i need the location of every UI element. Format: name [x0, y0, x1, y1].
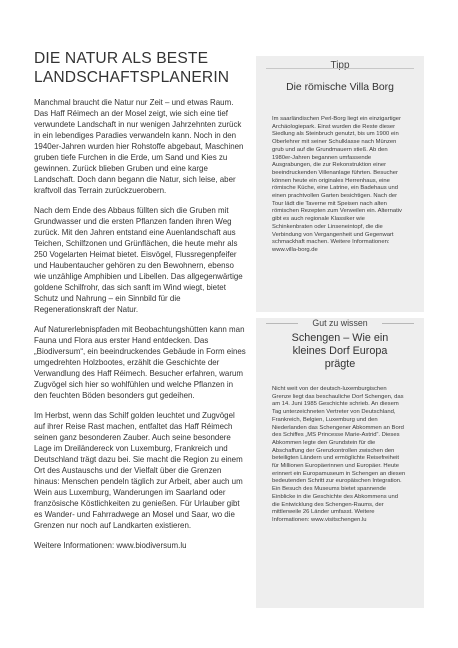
good-to-know-title: Schengen – Wie ein kleines Dorf Europa prägte — [291, 332, 389, 370]
tip-label: Tipp — [330, 60, 350, 71]
article-title — [34, 50, 246, 87]
good-to-know-rule-right — [382, 323, 414, 324]
article-paragraph-3: Auf Naturerlebnispfaden mit Beobachtungshütten kann man Fauna und Flora aus erster Hand entdecken. Das „Biodiversum“, ein beeindruckendes Gebäude in Form eines umgedrehten Holzbootes, erzählt die Geschichte der Verwandlung des Haff Réimech. Besucher erfahren, warum Zugvögel sich hier so wohlfühlen und welche Pflanzen in den feuchten Böden besonders gut gedeihen. — [34, 325, 246, 401]
tip-title: Die römische Villa Borg — [286, 82, 394, 93]
article-paragraph-2: Nach dem Ende des Abbaus füllten sich die Gruben mit Grundwasser und die ersten Pflanzen fanden ihren Weg zurück. Mit den Jahren entstand eine Auenlandschaft aus Teichen, Schilfzonen und Grünflächen, die heute mehr als 250 Vogelarten Heimat bietet. Eisvögel, Flussregenpfeifer und Haubentaucher gehören zu den Bewohnern, ebenso wie unzählige Amphibien und Libellen. Das allgegenwärtige goldene Schilfrohr, das sich sanft im Wind wiegt, bietet Schutz und Nahrung – ein Sinnbild für die Regenerationskraft der Natur. — [34, 206, 243, 315]
article-paragraph-4: Im Herbst, wenn das Schilf golden leuchtet und Zugvögel auf ihrer Reise Rast machen, entfaltet das Haff Réimech seinen ganz besonderen Zauber. Auch seine besondere Lage im Dreiländereck von Luxemburg, Frankreich und Deutschland trägt dazu bei. Sie macht die Region zu einem Ort des Austauschs und der Vielfalt über die Grenzen hinaus: Menschen pendeln täglich zur Arbeit, aber auch um Wein aus Luxemburg, Wanderungen im Saarland oder französische Köstlichkeiten zu genießen. Für Urlauber gibt es Wander- und Fahrradwege an Mosel und Saar, wo die Grenzen nur noch auf Landkarten existieren. — [34, 411, 243, 531]
article-title-line-1: DIE NATUR ALS BESTE — [34, 50, 209, 67]
good-to-know-box — [256, 318, 424, 608]
good-to-know-label: Gut zu wissen — [312, 318, 368, 328]
article-info-link: Weitere Informationen: www.biodiversum.lu — [34, 541, 187, 551]
tip-box — [256, 56, 424, 312]
tip-divider — [266, 68, 414, 69]
article-paragraph-1: Manchmal braucht die Natur nur Zeit – und etwas Raum. Das Haff Réimech an der Mosel zeigt, wie sich eine tief verwundete Landschaft in nur wenigen Jahrzehnten zurück in ein lebendiges Paradies verwandeln kann. Noch in den 1940er-Jahren wurden hier Rohstoffe abgebaut, Maschinen gruben tiefe Furchen in die Erde, um Sand und Kies zu gewinnen. Zurück blieben Gruben und eine karge Landschaft. Doch dann begann die Natur, sich leise, aber kraftvoll das Terrain zurückzuerobern. — [34, 98, 244, 196]
good-to-know-text: Nicht weit von der deutsch-luxemburgischen Grenze liegt das beschauliche Dorf Schengen, das am 14. Juni 1985 Geschichte schrieb. An diesem Tag unterzeichneten Vertreter von Deutschland, Frankreich, Belgien, Luxemburg und den Niederlanden das Schengener Abkommen an Bord des Schiffes „MS Princesse Marie-Astrid“. Dieses Abkommen legte den Grundstein für die Abschaffung der Grenzkontrollen zwischen den beteiligten Ländern und ermöglichte Reisefreiheit für Millionen Europäerinnen und Europäer. Heute erinnert ein Europamuseum in Schengen an diesen bedeutenden Schritt zur europäischen Integration. Ein Besuch des Museums bietet spannende Einblicke in die Geschichte des Abkommens und die Entwicklung des Schengen-Raums, der mittlerweile 26 Länder umfasst. Weitere Informationen: www.visitschengen.lu — [272, 386, 406, 523]
main-article — [34, 50, 246, 560]
article-title-line-2: LANDSCHAFTSPLANERIN — [34, 68, 230, 86]
tip-text: Im saarländischen Perl-Borg liegt ein einzigartiger Archäologiepark. Einst wurden die Reste dieser Siedlung als Steinbruch genutzt, bis um 1900 ein Oberlehrer mit seiner Schulklasse nach Münzen grub und auf die Grundmauern stieß. Ab den 1980er-Jahren begannen umfassende Ausgrabungen, die zur Rekonstruktion einer beeindruckenden Villenanlage führten. Besucher können heute ein originales Herrenhaus, eine römische Küche, eine Latrine, ein Badehaus und einen prachtvollen Garten besichtigen. Nach der Tour lädt die Taverne mit Speisen nach alten römischen Rezepten zum Verweilen ein. Alternativ gibt es auch regionale Klassiker wie Schinkenbraten oder Linseneintopf, die die Verbindung von Vergangenheit und Gegenwart schmackhaft machen. Weitere Informationen: www.villa-borg.de — [272, 116, 402, 253]
